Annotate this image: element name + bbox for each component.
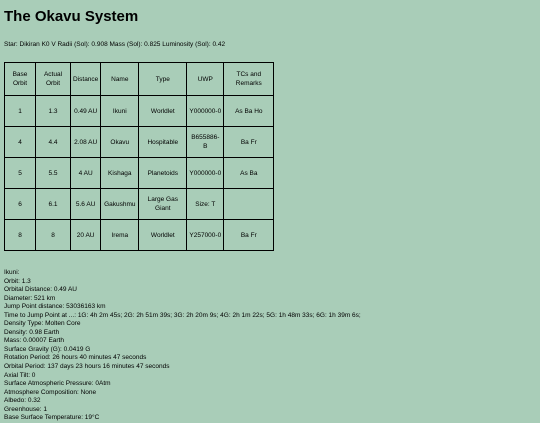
detail-line: Diameter: 521 km xyxy=(4,294,56,302)
detail-line: Mass: 0.00007 Earth xyxy=(4,337,64,345)
detail-line: Base Surface Temperature: 19°C xyxy=(4,414,100,422)
detail-line: Jump Point distance: 53036163 km xyxy=(4,303,106,311)
detail-line: Surface Atmospheric Pressure: 0Atm xyxy=(4,380,111,388)
table-row xyxy=(5,96,274,127)
table-cell: B655886-B xyxy=(187,127,224,158)
table-cell: 0.49 AU xyxy=(71,96,101,127)
table-row xyxy=(5,189,274,220)
details-heading: Ikuni: xyxy=(4,269,20,276)
col-header-actual-orbit: Actual Orbit xyxy=(36,63,71,96)
table-cell: 5.6 AU xyxy=(71,189,101,220)
detail-line: Albedo: 0.32 xyxy=(4,397,41,405)
table-cell: Irema xyxy=(101,220,139,251)
table-cell: 5.5 xyxy=(36,158,71,189)
table-cell: Worldlet xyxy=(139,220,187,251)
table-cell: Planetoids xyxy=(139,158,187,189)
page-title: The Okavu System xyxy=(4,8,139,25)
table-row xyxy=(5,158,274,189)
col-header-name: Name xyxy=(101,63,139,96)
table-cell xyxy=(224,189,274,220)
table-cell: Y000000-0 xyxy=(187,96,224,127)
table-cell: 6.1 xyxy=(36,189,71,220)
table-cell: As Ba Ho xyxy=(224,96,274,127)
detail-line: Greenhouse: 1 xyxy=(4,405,48,413)
col-header-base-orbit: Base Orbit xyxy=(5,63,36,96)
star-info: Star: Dikiran K0 V Radii (Sol): 0.908 Mass (Sol): 0.825 Luminosity (Sol): 0.42 xyxy=(4,41,226,48)
planet-details xyxy=(4,269,361,423)
table-cell: Gakushmu xyxy=(101,189,139,220)
detail-line: Atmosphere Composition: None xyxy=(4,388,97,396)
col-header-uwp: UWP xyxy=(187,63,224,96)
detail-line: Density: 0.98 Earth xyxy=(4,328,60,336)
table-cell: 4.4 xyxy=(36,127,71,158)
detail-line: Orbital Period: 137 days 23 hours 16 minutes 47 seconds xyxy=(4,363,170,371)
table-cell: Ba Fr xyxy=(224,220,274,251)
detail-line: Time to Jump Point at ...: 1G: 4h 2m 45s; 2G: 2h 51m 39s; 3G: 2h 20m 9s; 4G: 2h 1m 22s; 5G: 1h 48m 33s; 6G: 1h 39m 6s; xyxy=(4,311,361,319)
table-cell: 5 xyxy=(5,158,36,189)
col-header-type: Type xyxy=(139,63,187,96)
table-cell: 8 xyxy=(36,220,71,251)
detail-line: Surface Gravity (G): 0.0419 G xyxy=(4,345,91,353)
table-cell: Y257000-0 xyxy=(187,220,224,251)
table-cell: 2.08 AU xyxy=(71,127,101,158)
table-cell: As Ba xyxy=(224,158,274,189)
col-header-distance: Distance xyxy=(71,63,101,96)
table-cell: 1 xyxy=(5,96,36,127)
table-cell: Ikuni xyxy=(101,96,139,127)
detail-line: Orbital Distance: 0.49 AU xyxy=(4,286,77,294)
table-cell: 6 xyxy=(5,189,36,220)
table-cell: 4 AU xyxy=(71,158,101,189)
table-cell: Kishaga xyxy=(101,158,139,189)
orbits-table xyxy=(4,62,274,251)
table-cell: 8 xyxy=(5,220,36,251)
detail-line: Rotation Period: 26 hours 40 minutes 47 seconds xyxy=(4,354,147,362)
table-cell: Large Gas Giant xyxy=(139,189,187,220)
table-row xyxy=(5,220,274,251)
table-cell: Worldlet xyxy=(139,96,187,127)
table-cell: Okavu xyxy=(101,127,139,158)
detail-line: Axial Tilt: 0 xyxy=(4,371,36,379)
table-cell: Hospitable xyxy=(139,127,187,158)
table-cell: 20 AU xyxy=(71,220,101,251)
table-cell: 1.3 xyxy=(36,96,71,127)
table-header-row xyxy=(5,63,274,96)
table-cell: Y000000-0 xyxy=(187,158,224,189)
detail-line: Density Type: Molten Core xyxy=(4,320,81,328)
table-cell: 4 xyxy=(5,127,36,158)
table-cell: Ba Fr xyxy=(224,127,274,158)
col-header-remarks: TCs and Remarks xyxy=(224,63,274,96)
table-row xyxy=(5,127,274,158)
detail-line: Orbit: 1.3 xyxy=(4,277,31,285)
table-cell: Size: T xyxy=(187,189,224,220)
